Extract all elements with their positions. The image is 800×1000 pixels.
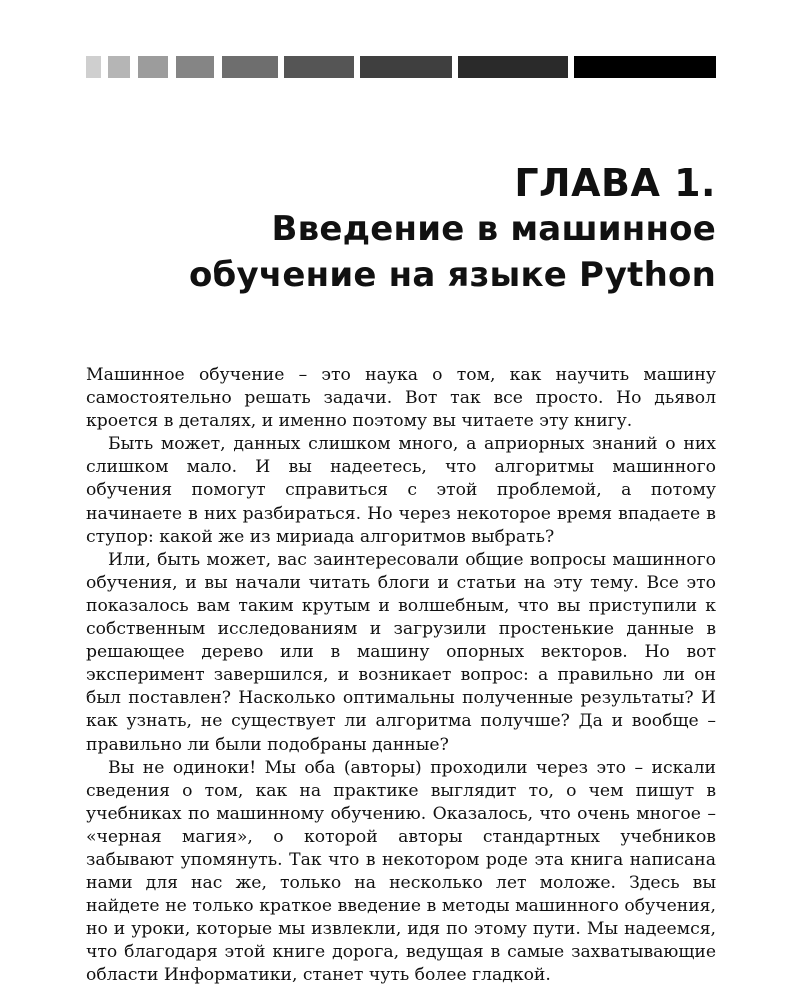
paragraph: Машинное обучение – это наука о том, как научить машину самостоятельно решать задачи. Вот так все просто. Но дьявол кроется в деталях, и именно поэтому вы читаете эту книгу.	[86, 365, 716, 432]
bar-segment	[176, 56, 214, 78]
bar-segment	[222, 56, 278, 78]
chapter-title-line-2: обучение на языке Python	[189, 255, 716, 295]
chapter-heading	[76, 160, 716, 298]
decorative-gradient-bar	[86, 56, 716, 78]
bar-segment	[360, 56, 452, 78]
paragraph: Вы не одиноки! Мы оба (авторы) проходили через это – искали сведения о том, как на практике выглядит то, о чем пишут в учебниках по машинному обучению. Оказалось, что очень многое – «черная магия», о которой авторы стандартных учебников забывают упомянуть. Так что в некотором роде эта книга написана нами для нас же, только на несколько лет моложе. Здесь вы найдете не только краткое введение в методы машинного обучения, но и уроки, которые мы извлекли, идя по этому пути. Мы надеемся, что благодаря этой книге дорога, ведущая в самые захватывающие области Информатики, станет чуть более гладкой.	[86, 757, 716, 986]
chapter-title-line-1: Введение в машинное	[271, 209, 716, 249]
paragraph: Или, быть может, вас заинтересовали общие вопросы машинного обучения, и вы начали читать блоги и статьи на эту тему. Все это показалось вам таким крутым и волшебным, что вы приступили к собственным исследованиям и загрузили простенькие данные в решающее дерево или в машину опорных векторов. Но вот эксперимент завершился, и возникает вопрос: а правильно ли он был поставлен? Насколько оптимальны полученные результаты? И как узнать, не существует ли алгоритма получше? Да и вообще – правильно ли были подобраны данные?	[86, 549, 716, 755]
chapter-label: ГЛАВА 1.	[514, 161, 716, 205]
bar-segment	[284, 56, 354, 78]
bar-segment	[138, 56, 168, 78]
bar-segment	[458, 56, 568, 78]
bar-segment	[108, 56, 130, 78]
bar-segment	[86, 56, 101, 78]
chapter-body	[86, 364, 716, 988]
paragraph: Быть может, данных слишком много, а априорных знаний о них слишком мало. И вы надеетесь, что алгоритмы машинного обучения помогут справиться с этой проблемой, а потому начинаете в них разбираться. Но через некоторое время впадаете в ступор: какой же из мириада алгоритмов выбрать?	[86, 434, 716, 547]
bar-segment	[574, 56, 716, 78]
